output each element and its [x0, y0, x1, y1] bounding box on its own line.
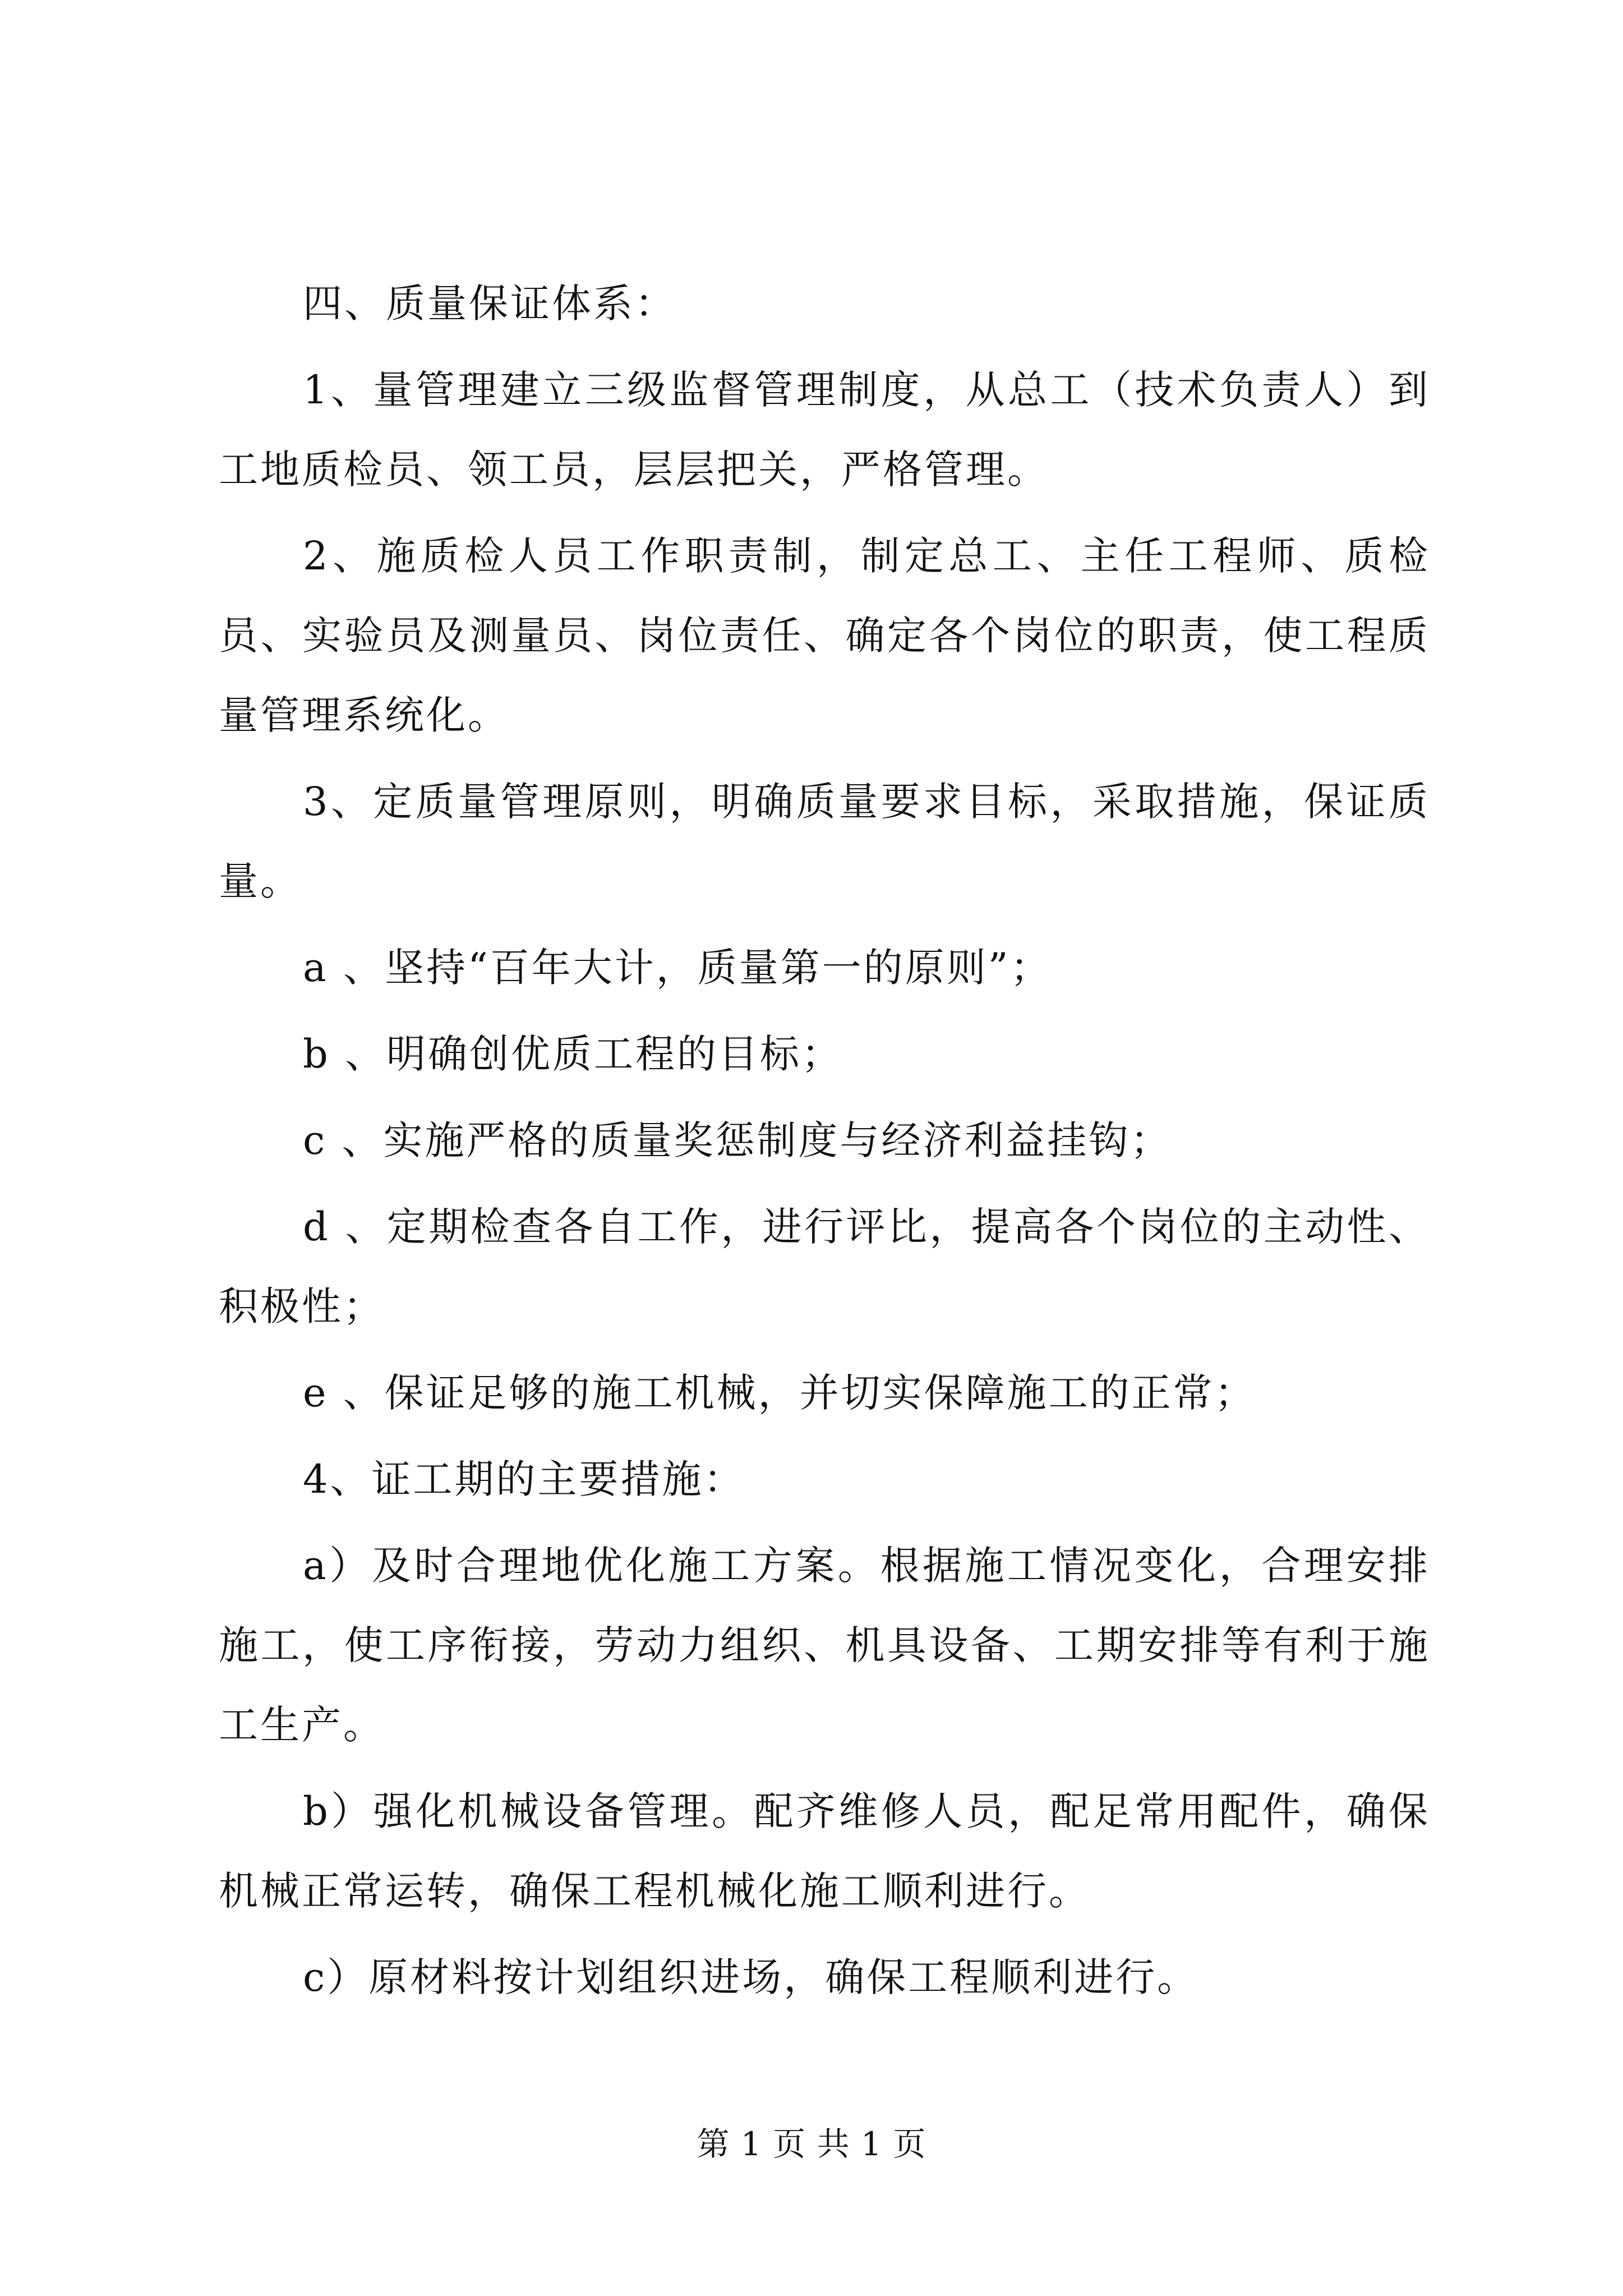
paragraph-3: 3、定质量管理原则，明确质量要求目标，采取措施，保证质量。: [219, 779, 1430, 904]
page-footer: 第 1 页 共 1 页: [697, 2125, 926, 2163]
section-heading: 四、质量保证体系：: [303, 280, 676, 326]
measure-c: c）原材料按计划组织进场，确保工程顺利进行。: [303, 1954, 1199, 2000]
list-item-d: d 、定期检查各自工作，进行评比，提高各个岗位的主动性、积极性；: [219, 1204, 1430, 1329]
list-item-e: e 、保证足够的施工机械，并切实保障施工的正常；: [303, 1370, 1256, 1416]
paragraph-2: 2、施质检人员工作职责制，制定总工、主任工程师、质检员、实验员及测量员、岗位责任、确定各个岗位的职责，使工程质量管理系统化。: [219, 533, 1430, 738]
list-item-c: c 、实施严格的质量奖惩制度与经济利益挂钩；: [303, 1117, 1172, 1163]
measure-b: b）强化机械设备管理。配齐维修人员，配足常用配件，确保机械正常运转，确保工程机械化施工顺利进行。: [219, 1788, 1430, 1914]
measure-a: a）及时合理地优化施工方案。根据施工情况变化，合理安排施工，使工序衔接，劳动力组织、机具设备、工期安排等有利于施工生产。: [219, 1543, 1430, 1748]
list-item-b: b 、明确创优质工程的目标；: [303, 1031, 843, 1077]
paragraph-1: 1、量管理建立三级监督管理制度，从总工（技术负责人）到工地质检员、领工员，层层把关，严格管理。: [219, 367, 1430, 493]
list-item-a: a 、坚持“百年大计，质量第一的原则”；: [303, 945, 1052, 991]
document-body: [219, 264, 1430, 2017]
paragraph-4: 4、证工期的主要措施：: [303, 1456, 745, 1502]
